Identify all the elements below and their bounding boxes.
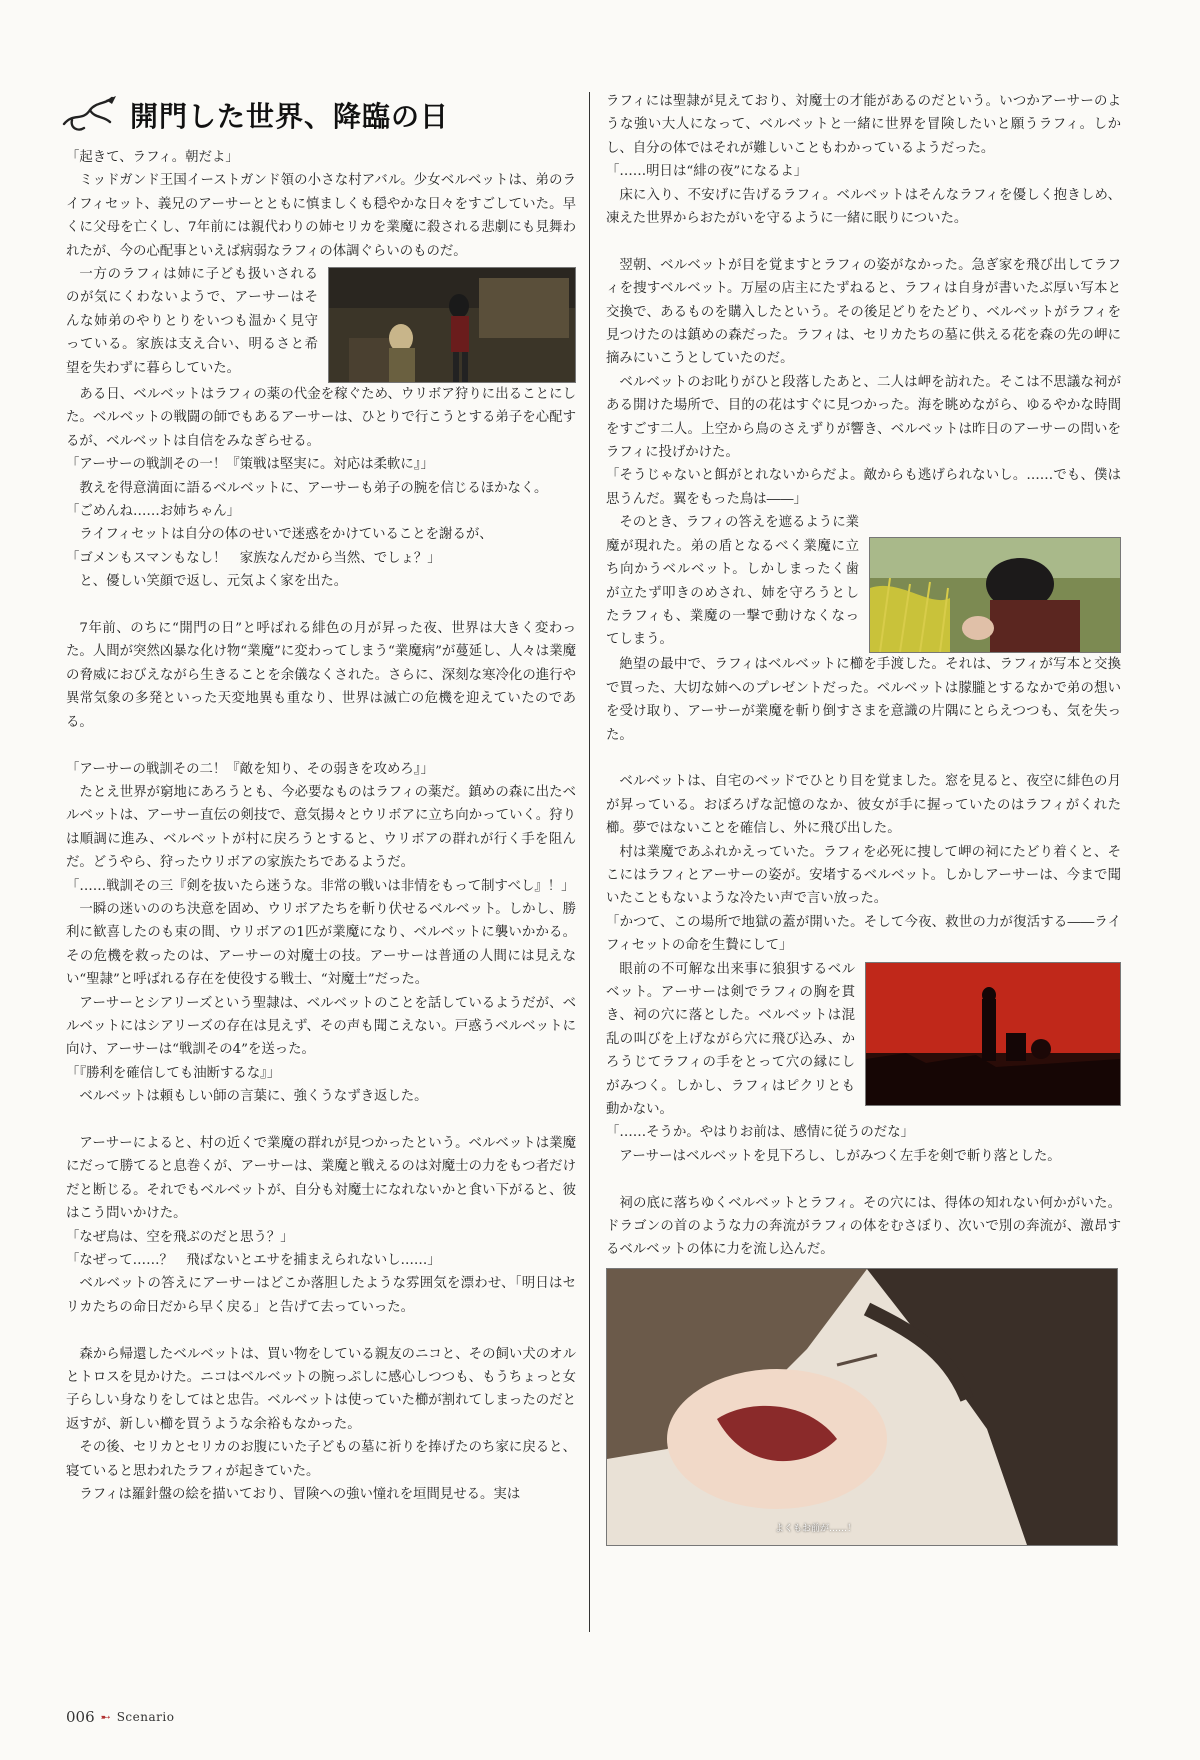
paragraph: 村は業魔であふれかえっていた。ラフィを必死に捜して岬の祠にたどり着くと、そこにはラフィとアーサーの姿が。安堵するベルベット。しかしアーサーは、今まで聞いたこともないような冷たい声で言い放った。 [606, 844, 1121, 907]
paragraph: と、優しい笑顔で返し、元気よく家を出た。 [79, 574, 348, 590]
dialogue: 「……明日は“緋の夜”になるよ」 [606, 164, 808, 180]
heading-title: 開門した世界、降臨の日 [130, 100, 450, 133]
column-divider [589, 92, 590, 1632]
screenshot-cape-fight [869, 537, 1121, 653]
dialogue: 「アーサーの戦訓その一！『策戦は堅実に。対応は柔軟に』」 [66, 457, 434, 473]
screenshot-red-night [865, 962, 1121, 1106]
paragraph: その後、セリカとセリカのお腹にいた子どもの墓に祈りを捧げたのち家に戻ると、寝ていると思われたラフィが起きていた。 [66, 1440, 576, 1479]
dialogue: 「なぜって……？ 飛ばないとエサを捕まえられないし……」 [66, 1253, 441, 1269]
paragraph: 教えを得意満面に語るベルベットに、アーサーも弟子の腕を信じるほかなく。 [79, 480, 548, 496]
dragon-ornament-icon [60, 94, 122, 136]
paragraph: アーサーによると、村の近くで業魔の群れが見つかったという。ベルベットは業魔にだって勝てると息巻くが、アーサーは、業魔と戦えるのは対魔士の力をもつ者だけだと断じる。それでもベルベットが、自分も対魔士になれないかと食い下がると、彼はこう問いかけた。 [66, 1135, 576, 1222]
dialogue: 「そうじゃないと餌がとれないからだよ。敵からも逃げられないし。……でも、僕は思うんだ。翼をもった鳥は――」 [606, 468, 1121, 507]
dialogue: 「『勝利を確信しても油断するな』」 [66, 1065, 281, 1081]
paragraph: 祠の底に落ちゆくベルベットとラフィ。その穴には、得体の知れない何かがいた。ドラゴンの首のような力の奔流がラフィの体をむさぼり、次いで別の奔流が、激昂するベルベットの体に力を流し込んだ。 [606, 1195, 1121, 1258]
dialogue: 「……そうか。やはりお前は、感情に従うのだな」 [606, 1125, 914, 1141]
text-with-image [606, 511, 1121, 653]
paragraph: 眼前の不可解な出来事に狼狽するベルベット。アーサーは剣でラフィの胸を貫き、祠の穴に落とした。ベルベットは混乱の叫びを上げながら穴に飛び込み、かろうじてラフィの手をとって穴の縁にしがみつく。しかし、ラフィはピクリとも動かない。 [606, 961, 855, 1117]
dialogue: 「なぜ鳥は、空を飛ぶのだと思う？」 [66, 1229, 294, 1245]
screenshot-arthur-laphicet [328, 267, 576, 383]
right-column [606, 90, 1121, 1546]
text-with-image [66, 263, 576, 383]
section-name: Scenario [116, 1710, 175, 1724]
paragraph: 一方のラフィは姉に子ども扱いされるのが気にくわないようで、アーサーはそんな姉弟のやりとりをいつも温かく見守っている。家族は支え合い、明るさと希望を失わずに暮らしていた。 [66, 267, 318, 376]
left-column [66, 90, 576, 1506]
paragraph: ライフィセットは自分の体のせいで迷惑をかけていることを謝るが、 [79, 527, 493, 543]
dialogue: 「ゴメンもスマンもなし！ 家族なんだから当然、でしょ？」 [66, 550, 441, 566]
dialogue: 「ごめんね……お姉ちゃん」 [66, 504, 241, 520]
paragraph: 床に入り、不安げに告げるラフィ。ベルベットはそんなラフィを優しく抱きしめ、凍えた世界からおたがいを守るように一緒に眠りについた。 [606, 187, 1121, 227]
paragraph: ラフィは羅針盤の絵を描いており、冒険への強い憧れを垣間見せる。実は [79, 1487, 521, 1503]
paragraph: ミッドガンド王国イーストガンド領の小さな村アバル。少女ベルベットは、弟のライフィセット、義兄のアーサーとともに慎ましくも穏やかな日々をすごしていた。早くに父母を亡くし、7年前には親代わりの姉セリカを業魔に殺される悲劇にも見舞われたが、今の心配事といえば病弱なラフィの体調ぐらいのものだ。 [66, 173, 576, 259]
section-heading [60, 94, 576, 136]
paragraph: ベルベットのお叱りがひと段落したあと、二人は岬を訪れた。そこは不思議な祠がある開けた場所で、目的の花はすぐに見つかった。海を眺めながら、ゆるやかな時間をすごす二人。上空から鳥のさえずりが響き、ベルベットは昨日のアーサーの問いをラフィに投げかけた。 [606, 374, 1121, 461]
paragraph: 森から帰還したベルベットは、買い物をしている親友のニコと、その飼い犬のオルとトロスを見かけた。ニコはベルベットの腕っぷしに感心しつつも、もうちょっと女子らしい身なりをしてはと忠告。ベルベットは使っていた櫛が割れてしまったのだと返すが、新しい櫛を買うような余裕もなかった。 [66, 1346, 576, 1432]
screenshot-velvet-scream [606, 1268, 1118, 1546]
paragraph: ベルベットの答えにアーサーはどこか落胆したような雰囲気を漂わせ、「明日はセリカたちの命日だから早く戻る」と告げて去っていった。 [66, 1276, 576, 1315]
footer-ornament-icon: ➸ [100, 1710, 111, 1724]
paragraph: ベルベットは、自宅のベッドでひとり目を覚ました。窓を見ると、夜空に緋色の月が昇っている。おぼろげな記憶のなか、彼女が手に握っていたのはラフィがくれた櫛。夢ではないことを確信し、外に飛び出した。 [606, 774, 1121, 837]
paragraph: 一瞬の迷いののち決意を固め、ウリボアたちを斬り伏せるベルベット。しかし、勝利に歓喜したのも束の間、ウリボアの1匹が業魔になり、ベルベットに襲いかかる。その危機を救ったのは、アーサーの対魔士の技。アーサーは普通の人間には見えない“聖隷”と呼ばれる存在を使役する戦士、“対魔士”だった。 [66, 901, 576, 988]
dialogue: 「アーサーの戦訓その二！『敵を知り、その弱きを攻めろ』」 [66, 761, 434, 777]
paragraph: アーサーとシアリーズという聖隷は、ベルベットのことを話しているようだが、ベルベットにはシアリーズの存在は見えず、その声も聞こえない。戸惑うベルベットに向け、アーサーは“戦訓その4”を送った。 [66, 995, 576, 1058]
paragraph: 絶望の最中で、ラフィはベルベットに櫛を手渡した。それは、ラフィが写本と交換で買った、大切な姉へのプレゼントだった。ベルベットは朦朧とするなかで弟の想いを受け取り、アーサーが業魔を斬り倒すさまを意識の片隅にとらえつつも、気を失った。 [606, 657, 1121, 743]
dialogue: 「かつて、この場所で地獄の蓋が開いた。そして今夜、救世の力が復活する――ライフィセットの命を生贄にして」 [606, 914, 1121, 954]
paragraph: 7年前、のちに“開門の日”と呼ばれる緋色の月が昇った夜、世界は大きく変わった。人間が突然凶暴な化け物“業魔”に変わってしまう“業魔病”が蔓延し、人々は業魔の脅威におびえながら生きることを余儀なくされた。さらに、深刻な寒冷化の進行や異常気象の多発といった天変地異も重なり、世界は滅亡の危機を迎えていたのである。 [66, 621, 576, 730]
paragraph: ある日、ベルベットはラフィの薬の代金を稼ぐため、ウリボア狩りに出ることにした。ベルベットの戦闘の師でもあるアーサーは、ひとりで行こうとする弟子を心配するが、ベルベットは自信をみなぎらせる。 [66, 387, 576, 449]
dialogue: 「……戦訓その三『剣を抜いたら迷うな。非常の戦いは非情をもって制すべし』！」 [66, 878, 575, 894]
paragraph: ラフィには聖隷が見えており、対魔士の才能があるのだという。いつかアーサーのような強い大人になって、ベルベットと一緒に世界を冒険したいと願うラフィ。しかし、自分の体ではそれが難しいこともわかっているようだった。 [606, 94, 1121, 156]
image-caption: よくもお前が……！ [775, 1523, 857, 1534]
paragraph: 翌朝、ベルベットが目を覚ますとラフィの姿がなかった。急ぎ家を飛び出してラフィを捜すベルベット。万屋の店主にたずねると、ラフィは自身が書いたぶ厚い写本と交換で、あるものを購入したという。その後足どりをたどり、ベルベットがラフィを見つけたのは鎮めの森だった。ラフィは、セリカたちの墓に供える花を森の先の岬に摘みにいこうとしていたのだ。 [606, 257, 1121, 367]
page-footer [66, 1708, 174, 1726]
paragraph: たとえ世界が窮地にあろうとも、今必要なものはラフィの薬だ。鎮めの森に出たベルベットは、アーサー直伝の剣技で、意気揚々とウリボアに立ち向かっていく。狩りは順調に進み、ベルベットが村に戻ろうとすると、ウリボアの群れが行く手を阻んだ。どうやら、狩ったウリボアの家族たちであるようだ。 [66, 784, 576, 871]
paragraph: 「起きて、ラフィ。朝だよ」 [66, 150, 239, 165]
paragraph: ベルベットは頼もしい師の言葉に、強くうなずき返した。 [79, 1089, 428, 1105]
text-with-image [606, 958, 1121, 1122]
paragraph: そのとき、ラフィの答えを遮るように業魔が現れた。弟の盾となるべく業魔に立ち向かうベルベット。しかしまったく歯が立たず叩きのめされ、姉を守ろうとしたラフィも、業魔の一撃で動けなくなってしまう。 [606, 515, 859, 648]
paragraph: アーサーはベルベットを見下ろし、しがみつく左手を剣で斬り落とした。 [619, 1148, 1061, 1164]
page-number: 006 [66, 1708, 95, 1726]
